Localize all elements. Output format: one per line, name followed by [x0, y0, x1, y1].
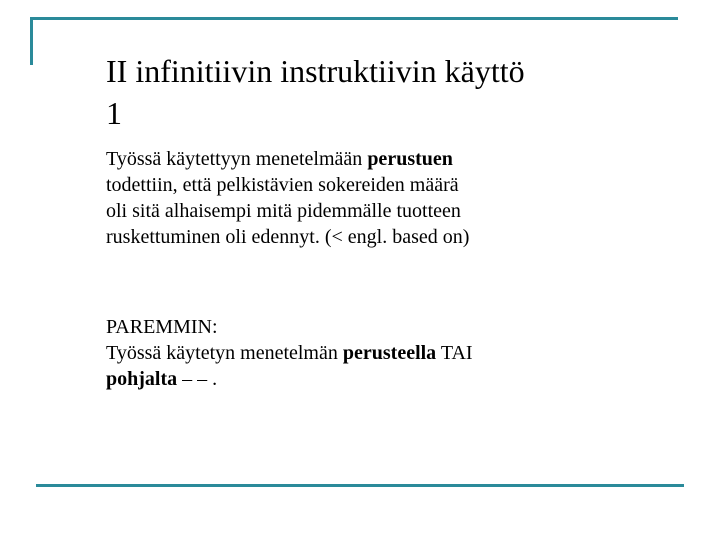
- p2-line-3: [106, 366, 666, 392]
- p2-line-2-tail: TAI: [436, 342, 473, 364]
- left-accent-rule: [30, 17, 33, 65]
- bottom-accent-rule: [36, 484, 684, 487]
- p1-line-3: oli sitä alhaisempi mitä pidemmälle tuotteen: [106, 200, 461, 222]
- title-line-2: 1: [106, 95, 122, 131]
- paragraph-better: [106, 314, 666, 392]
- p1-line-2: todettiin, että pelkistävien sokereiden määrä: [106, 174, 459, 196]
- p2-line-3-tail: – – .: [177, 368, 218, 390]
- p1-line-1-text: Työssä käytettyyn menetelmään: [106, 148, 368, 170]
- p1-line-1: [106, 146, 666, 172]
- slide-title: [106, 50, 686, 134]
- p2-line-2: [106, 340, 666, 366]
- p2-bold-word-1: perusteella: [342, 342, 437, 364]
- title-line-1: II infinitiivin instruktiivin käyttö: [106, 53, 525, 89]
- top-accent-rule: [30, 17, 678, 20]
- p1-line-4: ruskettuminen oli edennyt. (< engl. based on): [106, 226, 470, 248]
- p2-bold-word-2: pohjalta: [106, 368, 178, 390]
- p1-bold-word: perustuen: [367, 148, 453, 170]
- paragraph-example: [106, 146, 666, 250]
- p2-line-2-text: Työssä käytetyn menetelmän: [106, 342, 343, 364]
- p2-line-1: PAREMMIN:: [106, 316, 218, 338]
